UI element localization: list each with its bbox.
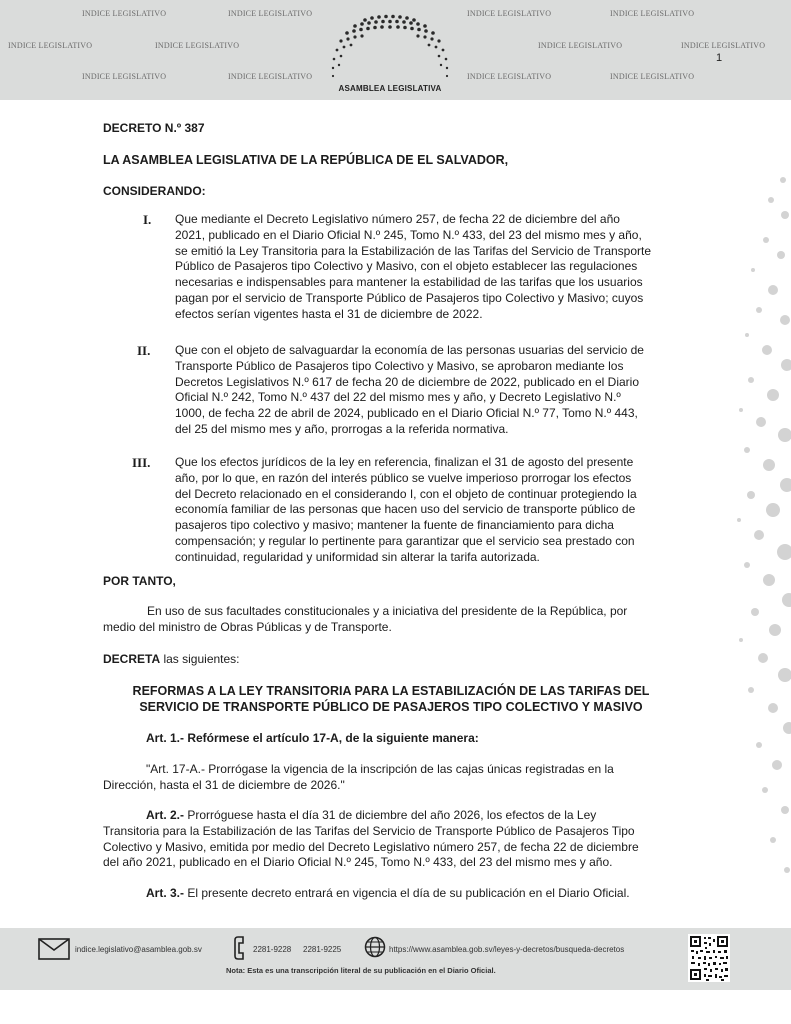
art2-paragraph <box>103 808 683 871</box>
text-line: 1000, de fecha 22 de abril de 2024, publicado en el Diario Oficial N.º 77, Tomo N.º 443, <box>175 406 638 421</box>
text-line: REFORMAS A LA LEY TRANSITORIA PARA LA ESTABILIZACIÓN DE LAS TARIFAS DEL <box>132 684 650 698</box>
text-line: se emitió la Ley Transitoria para la Estabilización de las Tarifas del Servicio de Transporte <box>175 243 652 258</box>
text-line: efectos serían vigentes hasta el 31 de diciembre de 2022. <box>175 306 483 321</box>
art3-paragraph <box>146 886 630 902</box>
considerando-numeral: I. <box>143 212 152 227</box>
text-line: Que mediante el Decreto Legislativo número 257, de fecha 22 de diciembre del año <box>175 212 620 226</box>
text-line: Decretos Legislativos N.º 617 de fecha 20 de diciembre de 2022, publicado en el Diario <box>175 374 639 389</box>
decreta-line <box>103 652 240 668</box>
reform-title <box>100 684 682 716</box>
watermark: INDICE LEGISLATIVO <box>467 9 552 18</box>
art3-label: Art. 3.- <box>146 886 185 900</box>
watermark: INDICE LEGISLATIVO <box>155 41 240 50</box>
considering-heading: CONSIDERANDO: <box>103 184 206 198</box>
watermark: INDICE LEGISLATIVO <box>681 41 766 50</box>
footer-band <box>0 928 791 990</box>
considerando-numeral: III. <box>132 455 151 470</box>
text-line: En uso de sus facultades constitucionales y a iniciativa del presidente de la República, por <box>147 604 628 618</box>
watermark: INDICE LEGISLATIVO <box>82 9 167 18</box>
text-line: SERVICIO DE TRANSPORTE PÚBLICO DE PASAJEROS TIPO COLECTIVO Y MASIVO <box>139 699 643 714</box>
art1-heading: Art. 1.- Refórmese el artículo 17-A, de la siguiente manera: <box>146 731 479 745</box>
text-line: Transporte Público de Pasajeros tipo Colectivo y Masivo, se aprobaron mediante los <box>175 358 624 373</box>
text-line: pagan por el servicio de Transporte Público de Pasajeros tipo Colectivo y Masivo; cuyos <box>175 290 644 305</box>
considerando-paragraph <box>175 455 679 566</box>
text-line: compensación; y regular lo pertinente para garantizar que el servicio sea prestado con <box>175 533 635 548</box>
art2-label: Art. 2.- <box>146 808 185 822</box>
text-line: Prorróguese hasta el día 31 de diciembre del año 2026, los efectos de la Ley <box>184 808 597 822</box>
decreta-label: DECRETA <box>103 652 161 666</box>
envelope-icon <box>38 938 70 960</box>
text-line: del año 2021, publicado en el Diario Oficial N.º 245, Tomo N.º 433, del 23 del mismo mes y año. <box>103 855 613 870</box>
text-line: Transitoria para la Estabilización de las Tarifas del Servicio de Transporte Público de Pasajeros Tipo <box>103 823 635 838</box>
watermark: INDICE LEGISLATIVO <box>8 41 93 50</box>
text-line: Que los efectos jurídicos de la ley en referencia, finalizan el 31 de agosto del presente <box>175 455 634 469</box>
decree-number: DECRETO N.º 387 <box>103 121 205 135</box>
text-line: Que con el objeto de salvaguardar la economía de las personas usuarias del servicio de <box>175 343 644 357</box>
text-line: 2021, publicado en el Diario Oficial N.º 245, Tomo N.º 433, del 23 del mismo mes y año, <box>175 227 642 242</box>
decorative-dot-pattern <box>711 160 791 900</box>
considerando-paragraph <box>175 343 679 438</box>
footer-phone-1[interactable]: 2281-9228 <box>253 945 292 954</box>
art3-text: El presente decreto entrará en vigencia el día de su publicación en el Diario Oficial. <box>184 886 630 900</box>
text-line: Público de Pasajeros tipo Colectivo y Masivo, con el objeto establecer las regulaciones <box>175 259 638 274</box>
considerando-paragraph <box>175 212 679 323</box>
text-line: necesarias e indispensables para mantener la estabilidad de las tarifas que los usuarios <box>175 275 643 290</box>
page-number: 1 <box>716 52 723 64</box>
text-line: Dirección, hasta el 31 de diciembre de 2026." <box>103 777 345 792</box>
footer-email-link[interactable]: indice.legislativo@asamblea.gob.sv <box>75 945 202 954</box>
footer-phone-2[interactable]: 2281-9225 <box>303 945 342 954</box>
watermark: INDICE LEGISLATIVO <box>82 72 167 81</box>
globe-icon <box>364 936 386 958</box>
text-line: medio del ministro de Obras Públicas y de Transporte. <box>103 619 392 634</box>
footer-note: Nota: Esta es una transcripción literal de su publicación en el Diario Oficial. <box>226 966 496 975</box>
header-band <box>0 0 791 100</box>
por-tanto-heading: POR TANTO, <box>103 574 176 588</box>
text-line: pasajeros tipo colectivo y masivo; mantener la fuente de financiamiento para dicha <box>175 518 614 533</box>
text-line: economía familiar de las personas que hacen uso del servicio de transporte público de <box>175 502 636 517</box>
decreta-text: las siguientes: <box>160 652 240 666</box>
watermark: INDICE LEGISLATIVO <box>538 41 623 50</box>
text-line: "Art. 17-A.- Prorrógase la vigencia de la inscripción de las cajas únicas registradas en la <box>146 762 614 776</box>
text-line: Oficial N.º 242, Tomo N.º 437 del 22 del mismo mes y año, y Decreto Legislativo N.º <box>175 390 621 405</box>
watermark: INDICE LEGISLATIVO <box>228 72 313 81</box>
art1-paragraph <box>103 762 683 794</box>
considerando-numeral: II. <box>137 343 151 358</box>
text-line: del 25 del mismo mes y año, prorrogas a la referida normativa. <box>175 421 509 436</box>
watermark: INDICE LEGISLATIVO <box>467 72 552 81</box>
phone-icon <box>234 935 250 961</box>
watermark: INDICE LEGISLATIVO <box>228 9 313 18</box>
watermark: INDICE LEGISLATIVO <box>610 9 695 18</box>
logo-caption: ASAMBLEA LEGISLATIVA <box>338 84 442 93</box>
text-line: del Decreto relacionado en el considerando I, con el objeto de continuar protegiendo la <box>175 486 637 501</box>
watermark: INDICE LEGISLATIVO <box>610 72 695 81</box>
qr-code-icon[interactable] <box>688 934 730 982</box>
text-line: año, por lo que, en razón del interés público se vuelve imperioso prorrogar los efectos <box>175 470 632 485</box>
por-tanto-paragraph <box>103 604 683 636</box>
text-line: continuidad, regularidad y uniformidad sin alterar la tarifa autorizada. <box>175 549 540 564</box>
text-line: Colectivo y Masivo, emitida por medio del Decreto Legislativo número 257, de fecha 22 de diciembre <box>103 839 639 854</box>
footer-website-link[interactable]: https://www.asamblea.gob.sv/leyes-y-decretos/busqueda-decretos <box>389 945 625 954</box>
issuer-heading: LA ASAMBLEA LEGISLATIVA DE LA REPÚBLICA DE EL SALVADOR, <box>103 153 509 167</box>
